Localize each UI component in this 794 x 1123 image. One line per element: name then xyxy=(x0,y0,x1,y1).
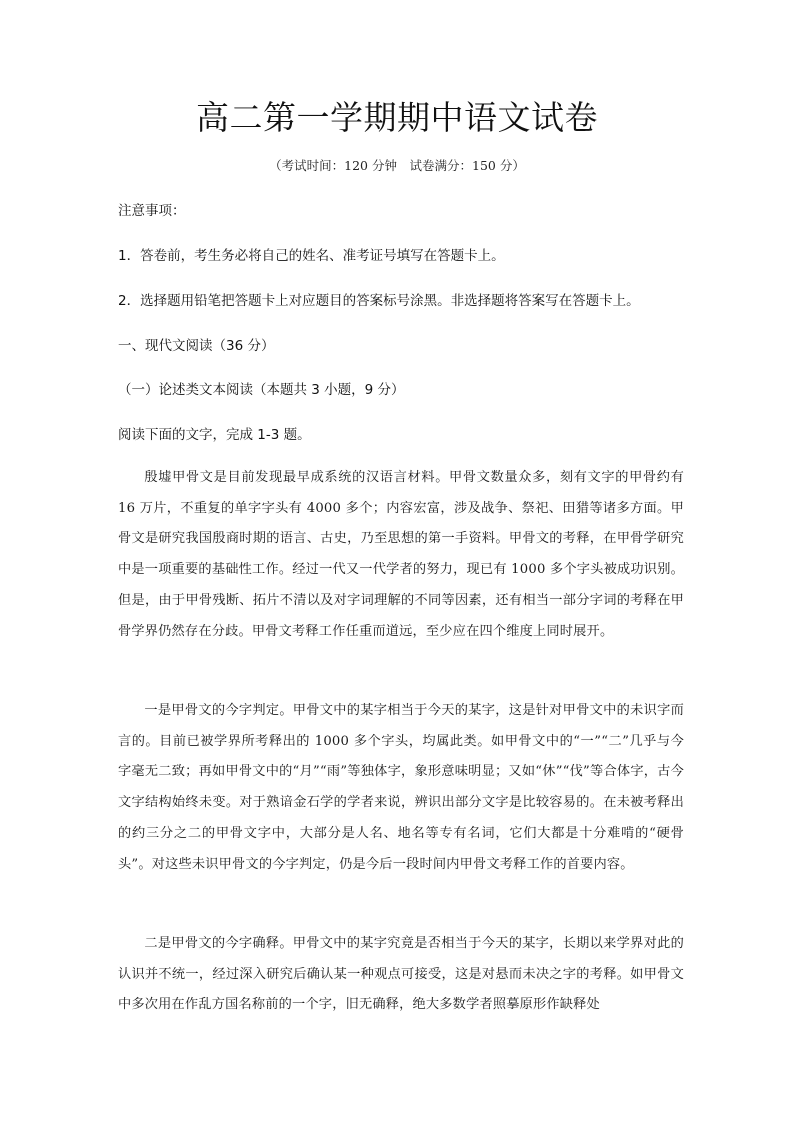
passage-paragraph-1: 殷墟甲骨文是目前发现最早成系统的汉语言材料。甲骨文数量众多，刻有文字的甲骨约有 16 万片，不重复的单字字头有 4000 多个；内容宏富，涉及战争、祭祀、田猎等诸多方面。甲骨文是研究我国殷商时期的语言、古史，乃至思想的第一手资料。甲骨文的考释，在甲骨学研究中是一项重要的基础性工作。经过一代又一代学者的努力，现已有 1000 多个字头被成功识别。但是，由于甲骨残断、拓片不清以及对字词理解的不同等因素，还有相当一部分字词的考释在甲骨学界仍然存在分歧。甲骨文考释工作任重而道远，至少应在四个维度上同时展开。 xyxy=(118,470,684,639)
notice-heading: 注意事项： xyxy=(118,203,186,219)
section-heading: 一、现代文阅读（36 分） xyxy=(118,338,275,354)
passage-paragraph-3: 二是甲骨文的今字确释。甲骨文中的某字究竟是否相当于今天的某字，长期以来学界对此的认识并不统一，经过深入研究后确认某一种观点可接受，这是对悬而未决之字的考释。如甲骨文中多次用在作乱方国名称前的一个字，旧无确释，绝大多数学者照摹原形作缺释处 xyxy=(118,936,684,1013)
notice-item-1: 1．答卷前，考生务必将自己的姓名、准考证号填写在答题卡上。 xyxy=(118,248,505,264)
notice-item-2: 2．选择题用铅笔把答题卡上对应题目的答案标号涂黑。非选择题将答案写在答题卡上。 xyxy=(118,293,640,309)
reading-instruction: 阅读下面的文字，完成 1-3 题。 xyxy=(118,427,311,443)
passage-paragraph-2: 一是甲骨文的今字判定。甲骨文中的某字相当于今天的某字，这是针对甲骨文中的未识字而言的。目前已被学界所考释出的 1000 多个字头，均属此类。如甲骨文中的“一”“二”几乎与今字毫无二致；再如甲骨文中的“月”“雨”等独体字，象形意味明显；又如“休”“伐”等合体字，古今文字结构始终未变。对于熟谙金石学的学者来说，辨识出部分文字是比较容易的。在未被考释出的约三分之二的甲骨文字中，大部分是人名、地名等专有名词，它们大都是十分难啃的“硬骨头”。对这些未识甲骨文的今字判定，仍是今后一段时间内甲骨文考释工作的首要内容。 xyxy=(118,703,684,872)
section-subheading: （一）论述类文本阅读（本题共 3 小题，9 分） xyxy=(118,382,405,398)
exam-title: 高二第一学期期中语文试卷 xyxy=(196,98,598,137)
exam-subtitle: （考试时间：120 分钟 试卷满分：150 分） xyxy=(269,158,525,173)
